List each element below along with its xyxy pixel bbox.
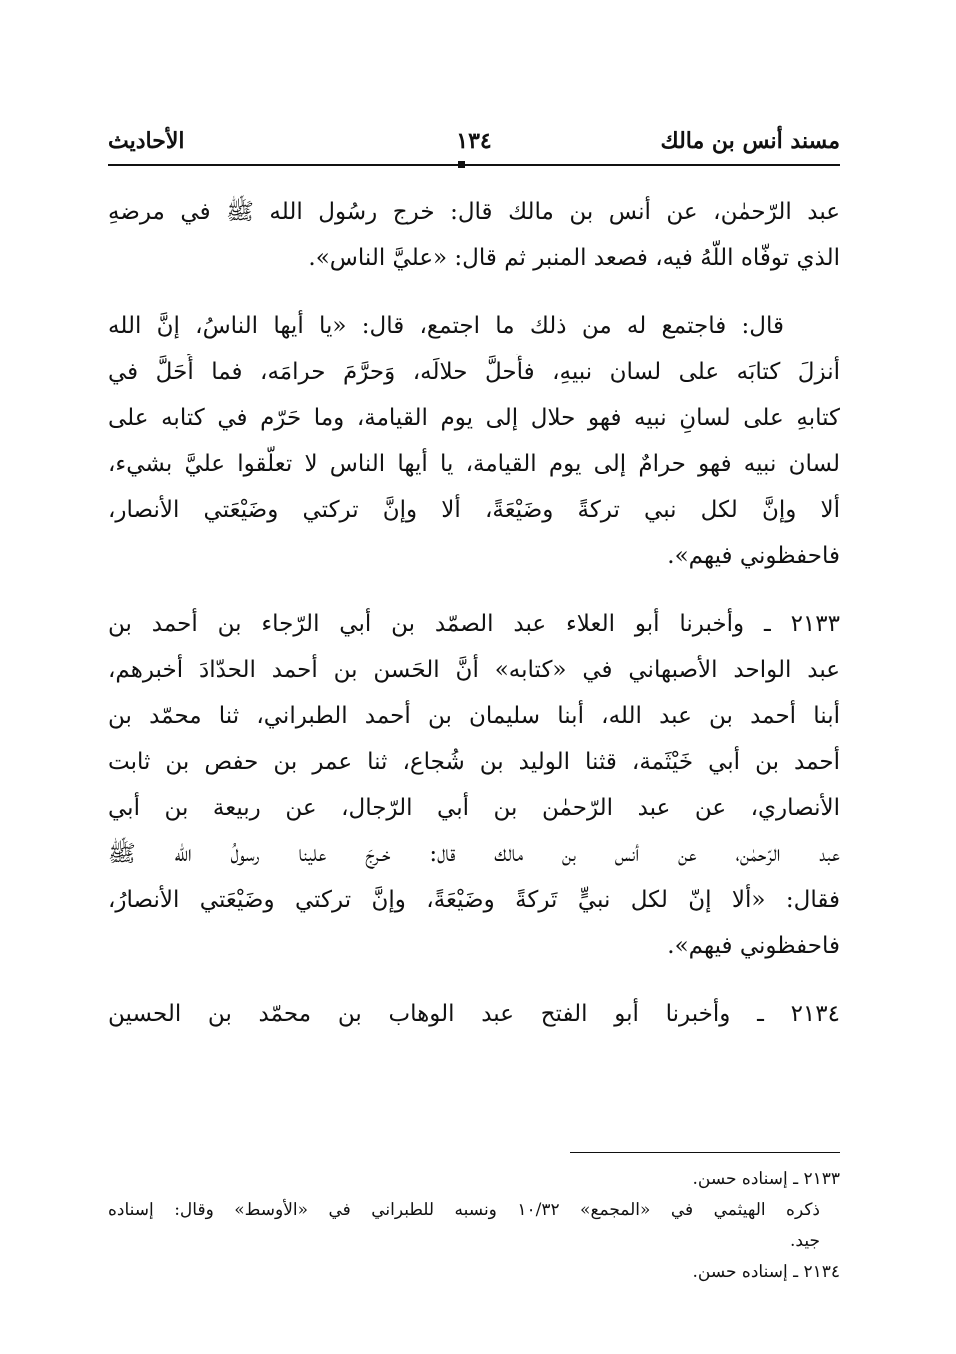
text-line: أبنا أحمد بن عبد الله، أبنا سليمان بن أحمد الطبراني، ثنا محمّد بن	[108, 703, 840, 729]
footnotes	[108, 1166, 840, 1290]
text-line: عبد الرّحمٰن، عن أنس بن مالك قال: خرج رسُول الله ﷺ في مرضهِ	[108, 199, 840, 225]
footnote-text: جيد.	[790, 1231, 820, 1251]
paragraph-gap	[108, 974, 840, 996]
header-rule	[108, 164, 840, 166]
header-rule-marker	[458, 161, 465, 168]
text-line: الذي توفّاه اللّهُ فيه، فصعد المنبر ثم قال: «عليَّ الناس».	[308, 245, 840, 271]
text-line: أحمد بن أبي خَيْثَمة، قثنا الوليد بن شُجاع، ثنا عمر بن حفص بن ثابت	[108, 749, 840, 775]
header-section-title: الأحاديث	[108, 128, 185, 154]
footnote-separator	[570, 1152, 840, 1153]
footnote-2134: ٢١٣٤ ـ إسناده حسن.	[692, 1262, 840, 1282]
running-header	[108, 128, 840, 164]
text-line: قال: فاجتمع له من ذلك ما اجتمع، قال: «يا أيها الناسُ، إنَّ الله	[108, 313, 784, 339]
hadith-2133-start: ٢١٣٣ ـ وأخبرنا أبو العلاء عبد الصمّد بن أبي الرّجاء بن أحمد بن	[108, 611, 840, 637]
text-line: فاحفظوني فيهم».	[667, 933, 840, 959]
text-line: عبد الرّحمٰن، عن أنس بن مالك قال: خـرجَ علينا رسولُ الله ﷺ	[108, 841, 840, 867]
hadith-2134-start: ٢١٣٤ ـ وأخبرنا أبو الفتح عبد الوهاب بن محمّد بن الحسين	[108, 1001, 840, 1027]
text-line: عبد الواحد الأصبهاني في «كتابه» أنَّ الحَسن بن أحمد الحدّادَ أخبرهم،	[108, 657, 840, 683]
text-line: لسان نبيه فهو حرامٌ إلى يوم القيامة، يا أيها الناس لا تعلّقوا عليَّ بشيء،	[108, 451, 840, 477]
text-line: كتابهِ على لسانِ نبيه فهو حلال إلى يوم القيامة، وما حَرّم في كتابه على	[108, 405, 840, 431]
text-line: فاحفظوني فيهم».	[667, 543, 840, 569]
header-book-title: مسند أنس بن مالك	[660, 128, 840, 154]
footnote-2133: ٢١٣٣ ـ إسناده حسن.	[692, 1169, 840, 1189]
text-line: الأنصاري، عن عبد الرّحمٰن بن أبي الرّجال، عن ربيعة بن أبي	[108, 795, 840, 821]
text-line: أنزلَ كتابَه على لسان نبيهِ، فأَحلَّ حلالَه، وَحرَّمَ حرامَه، فما أُحَلَّ في	[108, 359, 840, 385]
paragraph-gap	[108, 286, 840, 308]
text-line: ألا وإنَّ لكل نبي تركةً وضَيْعَةً، ألا وإنَّ تركتي وضَيْعَتي الأنصار،	[108, 497, 840, 523]
footnote-text: ذكره الهيثمي في «المجمع» ١٠/٣٢ ونسبه للطبراني في «الأوسط» وقال: إسناده	[108, 1200, 820, 1220]
main-text	[108, 194, 840, 1042]
page-number: ١٣٤	[456, 128, 492, 154]
text-line: فقال: «ألا إنّ لكل نبيٍّ تَركةً وضَيْعَةً، وإنَّ تركتي وضَيْعَتي الأنصارُ،	[108, 887, 840, 913]
paragraph-gap	[108, 584, 840, 606]
